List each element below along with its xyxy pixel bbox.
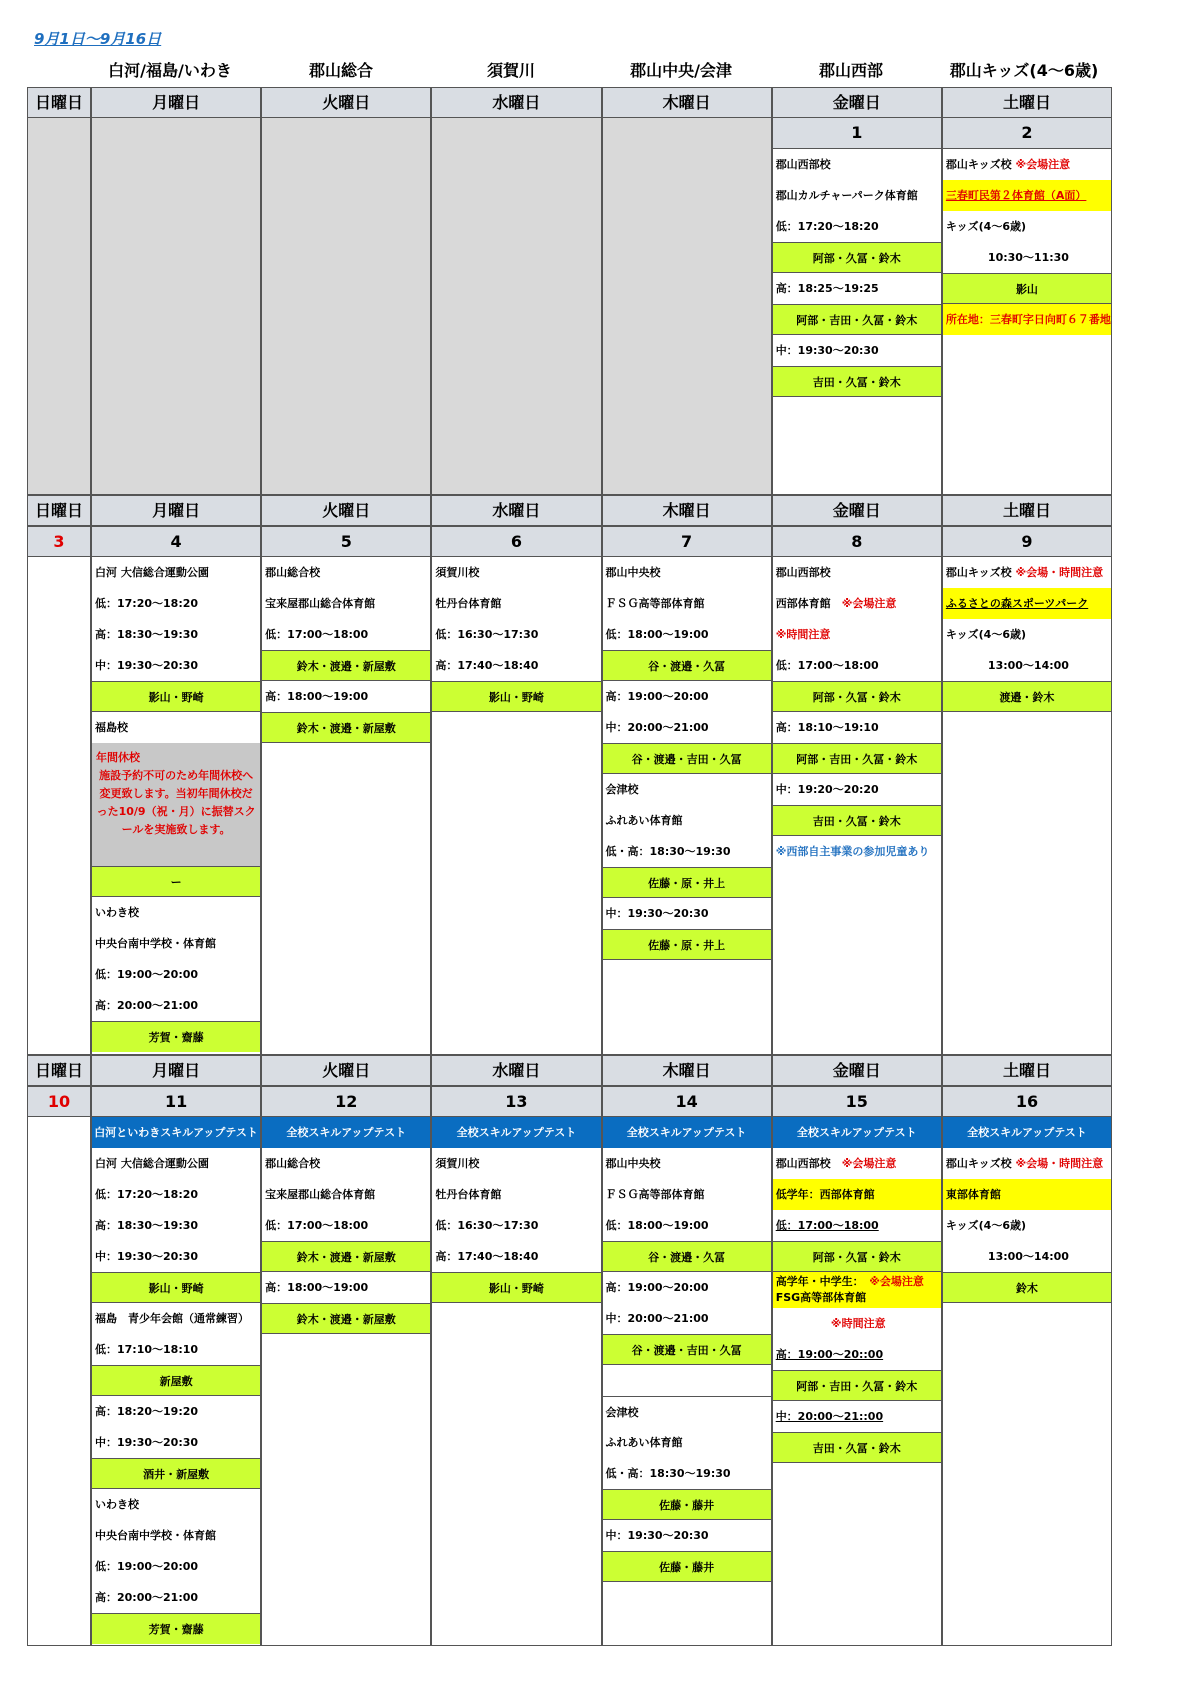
school-name	[773, 1148, 941, 1179]
coach-list: 鈴木・渡邉・新屋敷	[262, 712, 430, 743]
time-slot: 13:00～14:00	[987, 659, 1069, 672]
header-koriyama-seibu: 郡山西部	[818, 61, 883, 80]
schedule-grid	[27, 87, 1112, 1646]
time-slot: 低・高：18:30～19:30	[605, 1467, 731, 1480]
time-slot: 10:30～11:30	[987, 251, 1069, 264]
day-cell-14	[602, 1117, 772, 1646]
day-cell-9	[942, 557, 1112, 1055]
header-koriyama-chuo: 郡山中央/会津	[630, 61, 732, 80]
class-kids: キッズ(4～6歳)	[945, 628, 1027, 641]
skillup-test-banner: 全校スキルアップテスト	[262, 1117, 430, 1148]
weekday-thu: 木曜日	[602, 1055, 772, 1086]
coach-list: 吉田・久冨・鈴木	[773, 366, 941, 397]
venue: 福島 青少年会館（通常練習）	[95, 1312, 249, 1325]
coach-list: 影山・野崎	[432, 681, 600, 712]
empty-cell	[431, 118, 601, 495]
coach-list: 谷・渡邉・久冨	[603, 650, 771, 681]
sunday-cell	[27, 1117, 91, 1646]
time-slot: 高：20:00～21:00	[95, 999, 199, 1012]
coach-list: 鈴木・渡邉・新屋敷	[262, 1241, 430, 1272]
date-6: 6	[431, 526, 601, 557]
date-3: 3	[27, 526, 91, 557]
venue-warning: ※会場注意	[869, 1275, 924, 1288]
school-name	[943, 1148, 1111, 1179]
time-slot: 中：19:30～20:30	[605, 1529, 709, 1542]
time-slot: 低：17:20～18:20	[775, 220, 879, 233]
school-name: 須賀川校	[435, 1157, 480, 1170]
coach-list: 新屋敷	[92, 1365, 260, 1396]
weekday-wed: 水曜日	[431, 87, 601, 118]
high-venue: FSG高等部体育館	[775, 1291, 867, 1304]
header-koriyama-kids: 郡山キッズ(4～6歳)	[949, 61, 1099, 80]
date-7: 7	[602, 526, 772, 557]
time-slot: 中：20:00～21:00	[605, 1312, 709, 1325]
coach-list: 谷・渡邉・吉田・久冨	[603, 743, 771, 774]
school-name	[943, 557, 1111, 588]
school-name: 須賀川校	[435, 566, 480, 579]
school-name: 郡山総合校	[265, 566, 321, 579]
day-cell-4	[91, 557, 261, 1055]
time-warning: ※時間注意	[775, 628, 831, 641]
time-slot: 低：17:00～18:00	[265, 1219, 369, 1232]
date-4: 4	[91, 526, 261, 557]
coach-list: 鈴木	[943, 1272, 1111, 1303]
coach-list: 谷・渡邉・吉田・久冨	[603, 1334, 771, 1365]
time-warning: ※時間注意	[830, 1317, 886, 1330]
day-cell-12	[261, 1117, 431, 1646]
time-slot: 低：19:00～20:00	[95, 968, 199, 981]
weekday-mon: 月曜日	[91, 1055, 261, 1086]
school-name: 郡山中央校	[605, 1157, 661, 1170]
day-cell-15	[772, 1117, 942, 1646]
weekday-sun: 日曜日	[27, 87, 91, 118]
weekday-tue: 火曜日	[261, 1055, 431, 1086]
coach-list: 影山・野崎	[92, 1272, 260, 1303]
time-slot: 高：20:00～21:00	[95, 1591, 199, 1604]
time-slot: 低：17:00～18:00	[265, 628, 369, 641]
closure-note: 施設予約不可のため年間休校へ変更致します。当初年間休校だった10/9（祝・月）に振替スクールを実施致します。	[92, 767, 260, 866]
venue-time-warning: ※会場・時間注意	[1015, 566, 1104, 579]
time-slot: 低：16:30～17:30	[435, 1219, 539, 1232]
day-cell-2	[942, 118, 1112, 495]
info-note: ※西部自主事業の参加児童あり	[775, 845, 930, 858]
coach-list: 酒井・新屋敷	[92, 1458, 260, 1489]
coach-list: 影山	[943, 273, 1111, 304]
venue: ふれあい体育館	[605, 1436, 683, 1449]
time-slot: 高：19:00～20:00	[605, 1281, 709, 1294]
coach-list: 吉田・久冨・鈴木	[773, 805, 941, 836]
time-slot: 中：19:30～20:30	[605, 907, 709, 920]
venue-warning: ※会場注意	[1015, 158, 1071, 171]
venue: 牡丹台体育館	[435, 1188, 502, 1201]
weekday-sat: 土曜日	[942, 87, 1112, 118]
date-8: 8	[772, 526, 942, 557]
date-14: 14	[602, 1086, 772, 1117]
coach-list: 吉田・久冨・鈴木	[773, 1432, 941, 1463]
coach-list: 芳賀・齋藤	[92, 1021, 260, 1052]
skillup-test-banner: 全校スキルアップテスト	[603, 1117, 771, 1148]
date-12: 12	[261, 1086, 431, 1117]
venue: ＦＳＧ高等部体育館	[605, 597, 705, 610]
weekday-sun: 日曜日	[27, 1055, 91, 1086]
day-cell-5	[261, 557, 431, 1055]
weekday-sat: 土曜日	[942, 1055, 1112, 1086]
coach-list: 渡邉・鈴木	[943, 681, 1111, 712]
venue: 郡山カルチャーパーク体育館	[775, 189, 918, 202]
venue: 白河 大信総合運動公園	[95, 1157, 209, 1170]
venue	[773, 588, 941, 619]
time-slot: 低・高：18:30～19:30	[605, 845, 731, 858]
school-name: いわき校	[95, 906, 139, 919]
time-slot: 高：17:40～18:40	[435, 659, 539, 672]
time-slot: 中：19:30～20:30	[95, 1250, 199, 1263]
weekday-tue: 火曜日	[261, 87, 431, 118]
coach-list: 谷・渡邉・久冨	[603, 1241, 771, 1272]
day-cell-1	[772, 118, 942, 495]
venue: 中央台南中学校・体育館	[95, 937, 216, 950]
day-cell-7	[602, 557, 772, 1055]
empty-cell	[602, 118, 772, 495]
weekday-wed: 水曜日	[431, 1055, 601, 1086]
coach-list: 佐藤・原・井上	[603, 929, 771, 960]
sunday-cell	[27, 557, 91, 1055]
coach-list: 阿部・久冨・鈴木	[773, 242, 941, 273]
weekday-thu: 木曜日	[602, 87, 772, 118]
venue: ふれあい体育館	[605, 814, 683, 827]
coach-list: 鈴木・渡邉・新屋敷	[262, 650, 430, 681]
weekday-fri: 金曜日	[772, 1055, 942, 1086]
date-5: 5	[261, 526, 431, 557]
school-label: 郡山西部校	[775, 1157, 831, 1170]
low-venue: 低学年：西部体育館	[773, 1179, 941, 1210]
time-slot: 低：18:00～19:00	[605, 1219, 709, 1232]
coach-list: 影山・野崎	[92, 681, 260, 712]
coach-list: 佐藤・藤井	[603, 1551, 771, 1582]
time-slot: 低：17:20～18:20	[95, 1188, 199, 1201]
weekday-fri: 金曜日	[772, 495, 942, 526]
week-3	[27, 1055, 1112, 1646]
weekday-tue: 火曜日	[261, 495, 431, 526]
time-slot: 低：17:10～18:10	[95, 1343, 199, 1356]
skillup-test-banner: 白河といわきスキルアップテスト	[92, 1117, 260, 1148]
time-slot: 中：19:30～20:30	[95, 659, 199, 672]
coach-list: 阿部・吉田・久冨・鈴木	[773, 1370, 941, 1401]
weekday-mon: 月曜日	[91, 495, 261, 526]
date-11: 11	[91, 1086, 261, 1117]
time-slot: 高：18:10～19:10	[775, 721, 879, 734]
date-13: 13	[431, 1086, 601, 1117]
coach-list: 阿部・吉田・久冨・鈴木	[773, 304, 941, 335]
date-9: 9	[942, 526, 1112, 557]
weekday-thu: 木曜日	[602, 495, 772, 526]
school-label: 郡山キッズ校	[945, 1157, 1012, 1170]
empty-cell	[91, 118, 261, 495]
time-slot: 中：20:00～21:00	[605, 721, 709, 734]
day-cell-11	[91, 1117, 261, 1646]
header-koriyama-sogo: 郡山総合	[308, 61, 373, 80]
venue: 宝来屋郡山総合体育館	[265, 597, 376, 610]
time-slot: 中：20:00～21::00	[775, 1410, 884, 1423]
day-cell-8	[772, 557, 942, 1055]
time-slot: 高：19:00～20::00	[775, 1348, 884, 1361]
date-15: 15	[772, 1086, 942, 1117]
school-name: いわき校	[95, 1498, 139, 1511]
time-slot: 高：18:00～19:00	[265, 690, 369, 703]
weekday-sun: 日曜日	[27, 495, 91, 526]
time-slot: 高：18:30～19:30	[95, 628, 199, 641]
school-name: 福島校	[95, 721, 128, 734]
time-slot: 低：17:00～18:00	[775, 1219, 879, 1232]
date-number: 1	[773, 118, 941, 149]
school-name: 会津校	[605, 783, 639, 796]
weekday-wed: 水曜日	[431, 495, 601, 526]
weekday-fri: 金曜日	[772, 87, 942, 118]
venue: 中央台南中学校・体育館	[95, 1529, 216, 1542]
spacer	[603, 1365, 771, 1396]
venue-address: 所在地：三春町字日向町６７番地	[943, 304, 1111, 335]
time-slot: 中：19:30～20:30	[95, 1436, 199, 1449]
coach-list: 佐藤・藤井	[603, 1489, 771, 1520]
class-kids: キッズ(4～6歳)	[945, 220, 1027, 233]
venue: ＦＳＧ高等部体育館	[605, 1188, 705, 1201]
time-slot: 高：18:00～19:00	[265, 1281, 369, 1294]
skillup-test-banner: 全校スキルアップテスト	[773, 1117, 941, 1148]
time-slot: 中：19:30～20:30	[775, 344, 879, 357]
time-slot: 低：17:00～18:00	[775, 659, 879, 672]
venue: 牡丹台体育館	[435, 597, 502, 610]
school-name	[943, 149, 1111, 180]
coach-list: 鈴木・渡邉・新屋敷	[262, 1303, 430, 1334]
time-slot: 低：16:30～17:30	[435, 628, 539, 641]
coach-list: 阿部・吉田・久冨・鈴木	[773, 743, 941, 774]
venue-time-warning: ※会場・時間注意	[1015, 1157, 1104, 1170]
venue-label: 西部体育館	[775, 597, 831, 610]
class-kids: キッズ(4～6歳)	[945, 1219, 1027, 1232]
school-label: 郡山キッズ校	[945, 158, 1012, 171]
time-slot: 高：18:25～19:25	[775, 282, 879, 295]
date-16: 16	[942, 1086, 1112, 1117]
empty-cell	[27, 118, 91, 495]
empty-cell	[261, 118, 431, 495]
coach-list: ー	[92, 866, 260, 897]
day-cell-6	[431, 557, 601, 1055]
time-slot: 低：18:00～19:00	[605, 628, 709, 641]
venue: 白河 大信総合運動公園	[95, 566, 209, 579]
coach-list: 芳賀・齋藤	[92, 1613, 260, 1644]
venue: 宝来屋郡山総合体育館	[265, 1188, 376, 1201]
header-sukagawa: 須賀川	[486, 61, 535, 80]
weekday-sat: 土曜日	[942, 495, 1112, 526]
school-name: 会津校	[603, 1396, 771, 1427]
date-10: 10	[27, 1086, 91, 1117]
time-slot: 13:00～14:00	[987, 1250, 1069, 1263]
high-label: 高学年・中学生：	[775, 1275, 859, 1288]
time-slot: 低：17:20～18:20	[95, 597, 199, 610]
page-title: 9月1日～9月16日	[34, 30, 162, 48]
venue: 三春町民第２体育館（A面）	[943, 180, 1111, 211]
date-number: 2	[943, 118, 1111, 149]
school-name: 郡山西部校	[775, 566, 831, 579]
skillup-test-banner: 全校スキルアップテスト	[432, 1117, 600, 1148]
weekday-mon: 月曜日	[91, 87, 261, 118]
time-slot: 低：19:00～20:00	[95, 1560, 199, 1573]
day-cell-13	[431, 1117, 601, 1646]
coach-list: 影山・野崎	[432, 1272, 600, 1303]
closure-label: 年間休校	[92, 743, 260, 767]
venue: ふるさとの森スポーツパーク	[943, 588, 1111, 619]
time-slot: 高：19:00～20:00	[605, 690, 709, 703]
header-shirakawa: 白河/福島/いわき	[108, 61, 232, 80]
skillup-test-banner: 全校スキルアップテスト	[943, 1117, 1111, 1148]
venue: 東部体育館	[943, 1179, 1111, 1210]
venue-warning: ※会場注意	[841, 1157, 897, 1170]
coach-list: 阿部・久冨・鈴木	[773, 681, 941, 712]
venue-warning: ※会場注意	[841, 597, 897, 610]
time-slot: 中：19:20～20:20	[775, 783, 879, 796]
high-venue-block	[773, 1272, 941, 1308]
week-2	[27, 495, 1112, 1055]
week-1	[27, 87, 1112, 495]
time-slot: 高：17:40～18:40	[435, 1250, 539, 1263]
coach-list: 佐藤・原・井上	[603, 867, 771, 898]
time-slot: 高：18:30～19:30	[95, 1219, 199, 1232]
coach-list: 阿部・久冨・鈴木	[773, 1241, 941, 1272]
time-slot: 高：18:20～19:20	[95, 1405, 199, 1418]
school-label: 郡山キッズ校	[945, 566, 1012, 579]
school-name: 郡山総合校	[265, 1157, 321, 1170]
school-name: 郡山西部校	[775, 158, 831, 171]
day-cell-16	[942, 1117, 1112, 1646]
school-name: 郡山中央校	[605, 566, 661, 579]
